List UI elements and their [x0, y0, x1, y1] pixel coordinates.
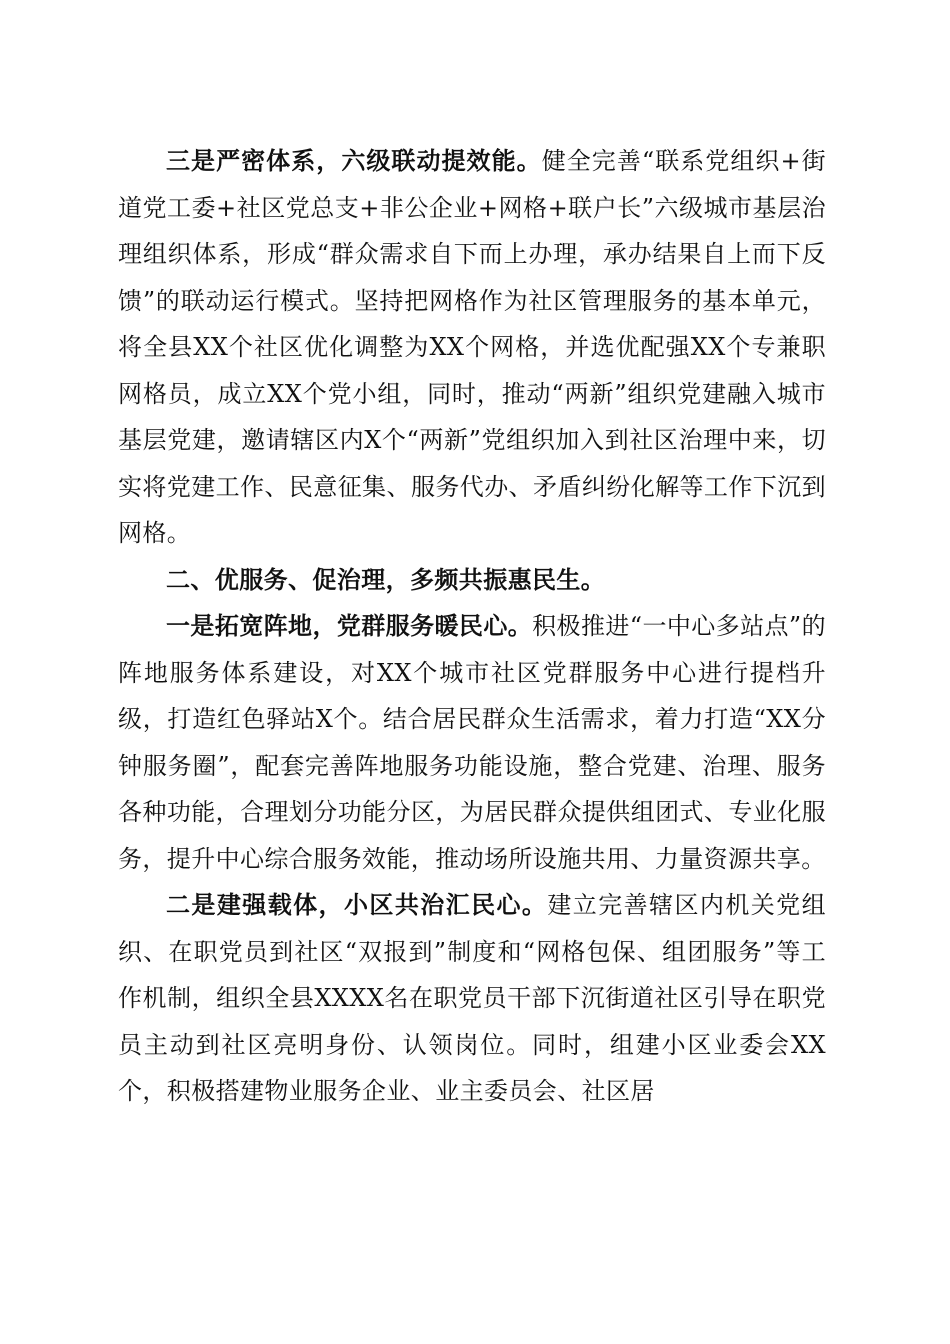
paragraph-body: 建立完善辖区内机关党组织、在职党员到社区“双报到”制度和“网格包保、组团服务”等工作机制，组织全县XXXX名在职党员干部下沉街道社区引导在职党员主动到社区亮明身份、认领岗位。同时，组建小区业委会XX个，积极搭建物业服务企业、业主委员会、社区居 — [118, 891, 826, 1105]
paragraph-lead: 二是建强载体，小区共治汇民心。 — [166, 890, 548, 919]
paragraph-strict-system — [118, 138, 826, 557]
paragraph-expand-positions — [118, 603, 826, 882]
paragraph-body: 积极推进“一中心多站点”的阵地服务体系建设，对XX个城市社区党群服务中心进行提档升级，打造红色驿站X个。结合居民群众生活需求，着力打造“XX分钟服务圈”，配套完善阵地服务功能设施，整合党建、治理、服务各种功能，合理划分功能分区，为居民群众提供组团式、专业化服务，提升中心综合服务效能，推动场所设施共用、力量资源共享。 — [118, 612, 826, 873]
paragraph-strengthen-carriers — [118, 882, 826, 1115]
paragraph-body: 健全完善“联系党组织+街道党工委+社区党总支+非公企业+网格+联户长”六级城市基层治理组织体系，形成“群众需求自下而上办理，承办结果自上而下反馈”的联动运行模式。坚持把网格作为社区管理服务的基本单元，将全县XX个社区优化调整为XX个网格，并选优配强XX个专兼职网格员，成立XX个党小组，同时，推动“两新”组织党建融入城市基层党建，邀请辖区内X个“两新”党组织加入到社区治理中来，切实将党建工作、民意征集、服务代办、矛盾纠纷化解等工作下沉到网格。 — [118, 147, 826, 547]
paragraph-lead: 一是拓宽阵地，党群服务暖民心。 — [166, 611, 533, 640]
paragraph-lead: 三是严密体系，六级联动提效能。 — [166, 146, 542, 175]
section-heading: 二、优服务、促治理，多频共振惠民生。 — [166, 564, 606, 594]
document-page — [118, 138, 826, 1115]
